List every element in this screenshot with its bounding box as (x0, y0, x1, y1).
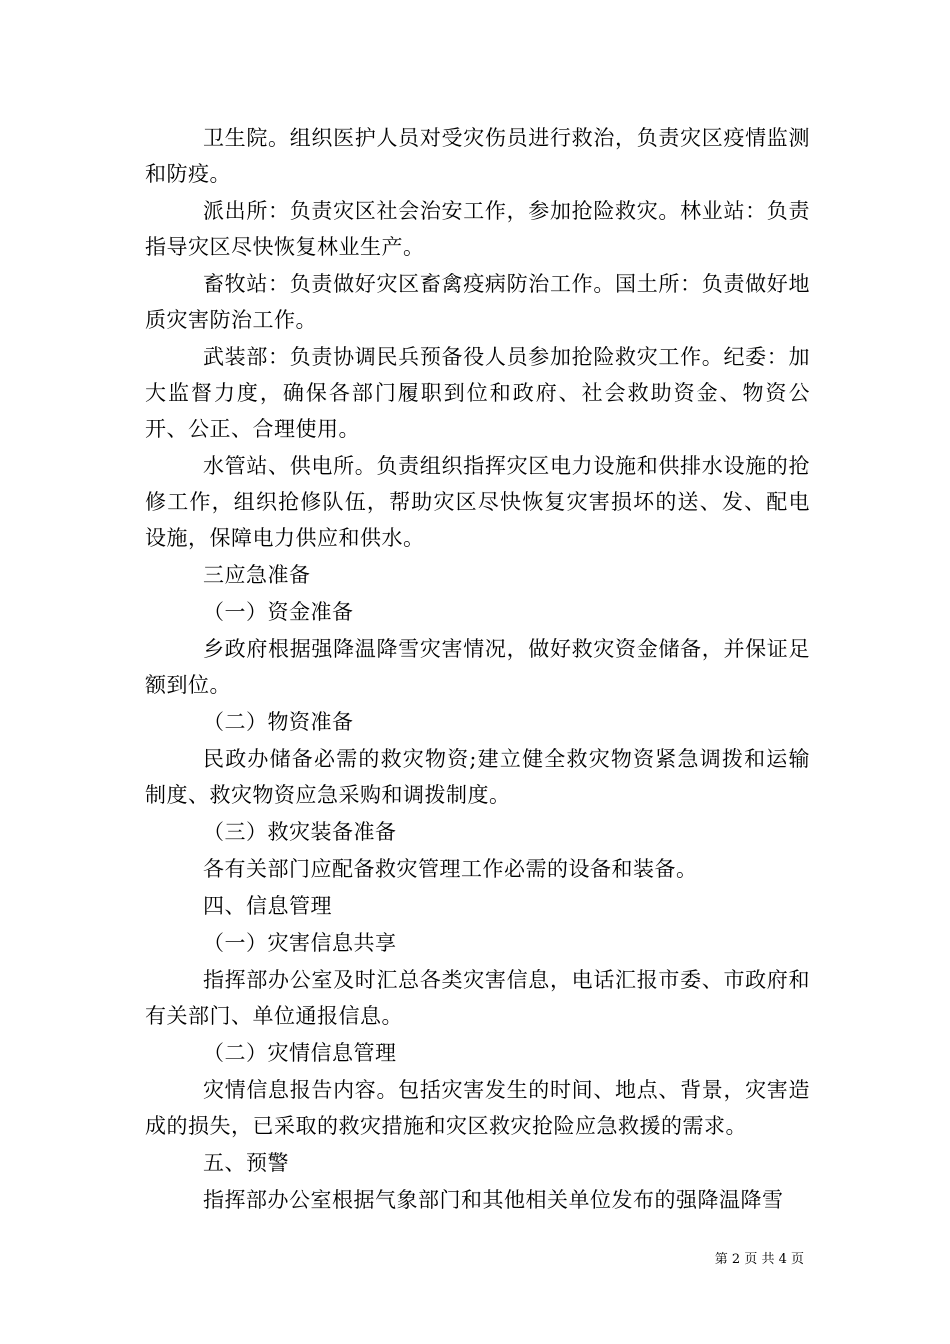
subsection-heading: （二）物资准备 (203, 710, 354, 734)
subsection-heading: （三）救灾装备准备 (203, 820, 397, 844)
page-number-footer: 第 2 页 共 4 页 (714, 1252, 804, 1267)
paragraph: 各有关部门应配备救灾管理工作必需的设备和装备。 (203, 857, 698, 881)
paragraph: 灾情信息报告内容。包括灾害发生的时间、地点、背景，灾害造成的损失，已采取的救灾措施和灾区救灾抢险应急救援的需求。 (145, 1078, 810, 1138)
paragraph: 武装部：负责协调民兵预备役人员参加抢险救灾工作。纪委：加大监督力度，确保各部门履职到位和政府、社会救助资金、物资公开、公正、合理使用。 (145, 345, 810, 441)
document-body (145, 120, 810, 1219)
section-heading: 三应急准备 (203, 563, 311, 587)
paragraph: 水管站、供电所。负责组织指挥灾区电力设施和供排水设施的抢修工作，组织抢修队伍，帮助灾区尽快恢复灾害损坏的送、发、配电设施，保障电力供应和供水。 (145, 454, 810, 550)
paragraph: 指挥部办公室根据气象部门和其他相关单位发布的强降温降雪 (203, 1188, 784, 1212)
paragraph: 卫生院。组织医护人员对受灾伤员进行救治，负责灾区疫情监测和防疫。 (145, 126, 810, 186)
paragraph: 指挥部办公室及时汇总各类灾害信息，电话汇报市委、市政府和有关部门、单位通报信息。 (145, 968, 810, 1028)
subsection-heading: （二）灾情信息管理 (203, 1041, 397, 1065)
section-heading: 四、信息管理 (203, 894, 332, 918)
paragraph: 乡政府根据强降温降雪灾害情况，做好救灾资金储备，并保证足额到位。 (145, 637, 810, 697)
subsection-heading: （一）资金准备 (203, 600, 354, 624)
section-heading: 五、预警 (203, 1151, 289, 1175)
paragraph: 民政办储备必需的救灾物资;建立健全救灾物资紧急调拨和运输制度、救灾物资应急采购和调拨制度。 (145, 747, 810, 807)
paragraph: 畜牧站：负责做好灾区畜禽疫病防治工作。国土所：负责做好地质灾害防治工作。 (145, 272, 810, 332)
paragraph: 派出所：负责灾区社会治安工作，参加抢险救灾。林业站：负责指导灾区尽快恢复林业生产。 (145, 199, 810, 259)
subsection-heading: （一）灾害信息共享 (203, 931, 397, 955)
